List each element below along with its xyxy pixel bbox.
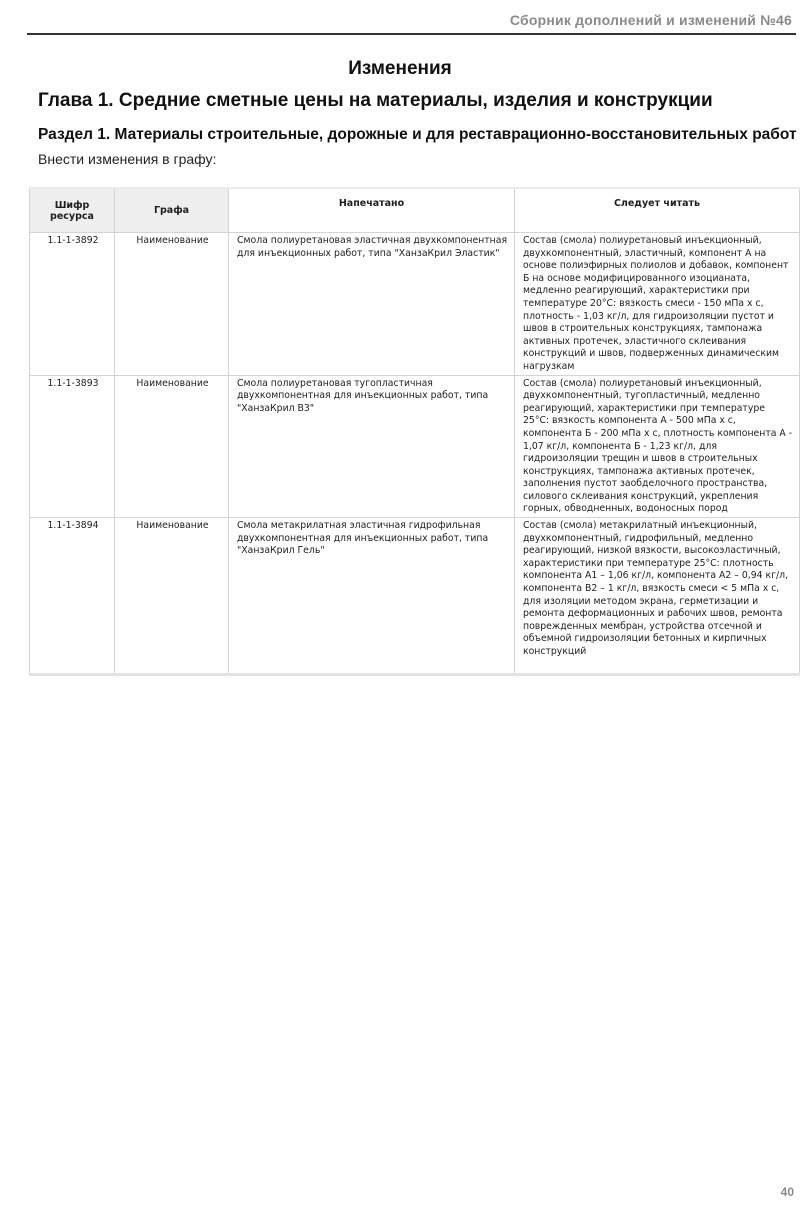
cell-resource-code: 1.1-1-3892 (30, 233, 115, 376)
chapter-heading: Глава 1. Средние сметные цены на материалы, изделия и конструкции (38, 90, 713, 111)
column-header-column: Графа (115, 188, 229, 233)
column-header-code: Шифр ресурса (30, 188, 115, 233)
document-title: Изменения (348, 58, 452, 79)
column-header-printed: Напечатано (229, 188, 515, 233)
section-heading: Раздел 1. Материалы строительные, дорожные и для реставрационно-восстановительных работ (38, 126, 797, 143)
cell-printed: Смола полиуретановая эластичная двухкомпонентная для инъекционных работ, типа "ХанзаКрил Эластик" (229, 233, 515, 376)
cell-should-read: Состав (смола) полиуретановый инъекционный, двухкомпонентный, тугопластичный, медленно реагирующий, характеристики при температуре 25°С: вязкость компонента А - 500 мПа х с, компонента Б - 200 мПа х с, плотность компонента А - 1,07 кг/л, компонента Б - 1,23 кг/л, для гидроизоляции трещин и швов в строительных конструкциях, тампонажа активных протечек, заполнения пустот заобделочного пространства, силового склеивания конструкций, укрепления горных, обводненных, водоносных пород (515, 375, 800, 518)
column-header-should-read: Следует читать (515, 188, 800, 233)
cell-resource-code: 1.1-1-3894 (30, 518, 115, 675)
page-number: 40 (780, 1185, 794, 1199)
cell-column-name: Наименование (115, 233, 229, 376)
instruction-text: Внести изменения в графу: (38, 151, 217, 167)
changes-table (29, 187, 800, 676)
header-rule (27, 33, 796, 35)
table-row (30, 375, 800, 518)
cell-column-name: Наименование (115, 375, 229, 518)
table-row (30, 518, 800, 675)
cell-printed: Смола метакрилатная эластичная гидрофильная двухкомпонентная для инъекционных работ, типа "ХанзаКрил Гель" (229, 518, 515, 675)
table-row (30, 233, 800, 376)
cell-column-name: Наименование (115, 518, 229, 675)
cell-printed: Смола полиуретановая тугопластичная двухкомпонентная для инъекционных работ, типа "ХанзаКрил B3" (229, 375, 515, 518)
cell-resource-code: 1.1-1-3893 (30, 375, 115, 518)
cell-should-read: Состав (смола) метакрилатный инъекционный, двухкомпонентный, гидрофильный, медленно реагирующий, низкой вязкости, высокоэластичный, характеристики при температуре 25°С: плотность компонента А1 – 1,06 кг/л, компонента А2 – 0,94 кг/л, компонента В2 – 1 кг/л, вязкость смеси < 5 мПа х с, для изоляции методом экрана, герметизации и ремонта деформационных и рабочих швов, ремонта поврежденных мембран, устройства отсечной и объемной гидроизоляции бетонных и кирпичных конструкций (515, 518, 800, 675)
running-header-title: Сборник дополнений и изменений №46 (509, 12, 792, 28)
table-header-row (30, 188, 800, 233)
cell-should-read: Состав (смола) полиуретановый инъекционный, двухкомпонентный, эластичный, компонент А на основе полиэфирных полиолов и добавок, компонент Б на основе модифицированного изоцианата, медленно реагирующий, характеристики при температуре 20°С: вязкость смеси - 150 мПа х с, плотность - 1,03 кг/л, для гидроизоляции пустот и швов в строительных конструкциях, тампонажа активных протечек, эластичного склеивания конструкций и швов, подверженных динамическим нагрузкам (515, 233, 800, 376)
